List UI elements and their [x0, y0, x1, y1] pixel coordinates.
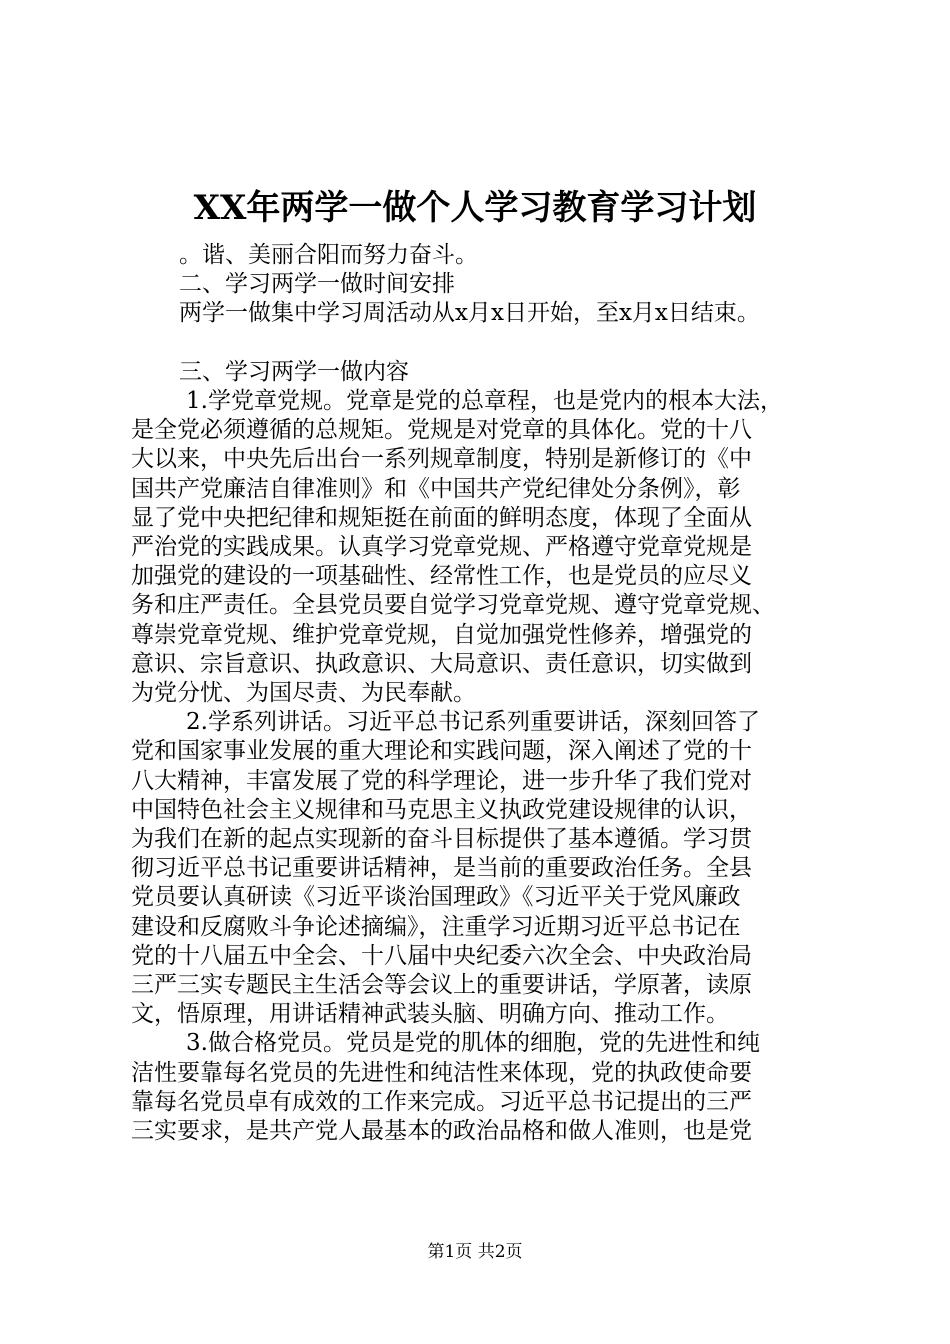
text-line: 国共产党廉洁自律准则》和《中国共产党纪律处分条例》，彰	[131, 475, 741, 502]
text-line: 洁性要靠每名党员的先进性和纯洁性来体现，党的执政使命要	[131, 1059, 752, 1086]
text-line: 彻习近平总书记重要讲话精神，是当前的重要政治任务。全县	[131, 855, 752, 882]
document-title: XX年两学一做个人学习教育学习计划	[193, 188, 757, 228]
text-line: 党的十八届五中全会、十八届中央纪委六次全会、中央政治局	[131, 942, 752, 969]
section-heading: 二、学习两学一做时间安排	[179, 271, 455, 298]
text-line: 务和庄严责任。全县党员要自觉学习党章党规、遵守党章党规、	[131, 592, 775, 619]
text-line: 大以来，中央先后出台一系列规章制度，特别是新修订的《中	[131, 446, 752, 473]
text-line: 三严三实专题民主生活会等会议上的重要讲话，学原著，读原	[131, 972, 752, 999]
text-line: 是全党必须遵循的总规矩。党规是对党章的具体化。党的十八	[131, 417, 752, 444]
section-heading: 三、学习两学一做内容	[179, 358, 409, 385]
text-line: 为我们在新的起点实现新的奋斗目标提供了基本遵循。学习贯	[131, 826, 752, 853]
text-line: 八大精神，丰富发展了党的科学理论，进一步升华了我们党对	[131, 767, 752, 794]
text-line: 靠每名党员卓有成效的工作来完成。习近平总书记提出的三严	[131, 1088, 752, 1115]
text-line: 三实要求，是共产党人最基本的政治品格和做人准则，也是党	[131, 1118, 752, 1145]
text-line: 尊崇党章党规、维护党章党规，自觉加强党性修养，增强党的	[131, 621, 752, 648]
text-line: 两学一做集中学习周活动从x月x日开始，至x月x日结束。	[179, 300, 760, 327]
text-line: 意识、宗旨意识、执政意识、大局意识、责任意识，切实做到	[131, 650, 752, 677]
document-body	[131, 241, 831, 1146]
text-line: 中国特色社会主义规律和马克思主义执政党建设规律的认识，	[131, 796, 752, 823]
text-line: 党和国家事业发展的重大理论和实践问题，深入阐述了党的十	[131, 738, 752, 765]
text-line: 1.学党章党规。党章是党的总章程，也是党内的根本大法，	[186, 388, 783, 414]
page-number-footer: 第1页 共2页	[427, 1242, 523, 1262]
text-line: 文，悟原理，用讲话精神武装头脑、明确方向、推动工作。	[131, 1001, 729, 1028]
text-line: 党员要认真研读《习近平谈治国理政》《习近平关于党风廉政	[131, 884, 741, 911]
text-line: 严治党的实践成果。认真学习党章党规、严格遵守党章党规是	[131, 534, 752, 561]
text-line: 3.做合格党员。党员是党的肌体的细胞，党的先进性和纯	[186, 1030, 760, 1057]
text-line: 显了党中央把纪律和规矩挺在前面的鲜明态度，体现了全面从	[131, 504, 752, 531]
text-line: 为党分忧、为国尽责、为民奉献。	[131, 680, 476, 707]
text-line: 。谐、美丽合阳而努力奋斗。	[179, 242, 478, 268]
text-line: 建设和反腐败斗争论述摘编》，注重学习近期习近平总书记在	[131, 913, 741, 940]
text-line: 2.学系列讲话。习近平总书记系列重要讲话，深刻回答了	[186, 709, 760, 736]
text-line: 加强党的建设的一项基础性、经常性工作，也是党员的应尽义	[131, 563, 752, 590]
paragraph-gap	[131, 329, 831, 358]
